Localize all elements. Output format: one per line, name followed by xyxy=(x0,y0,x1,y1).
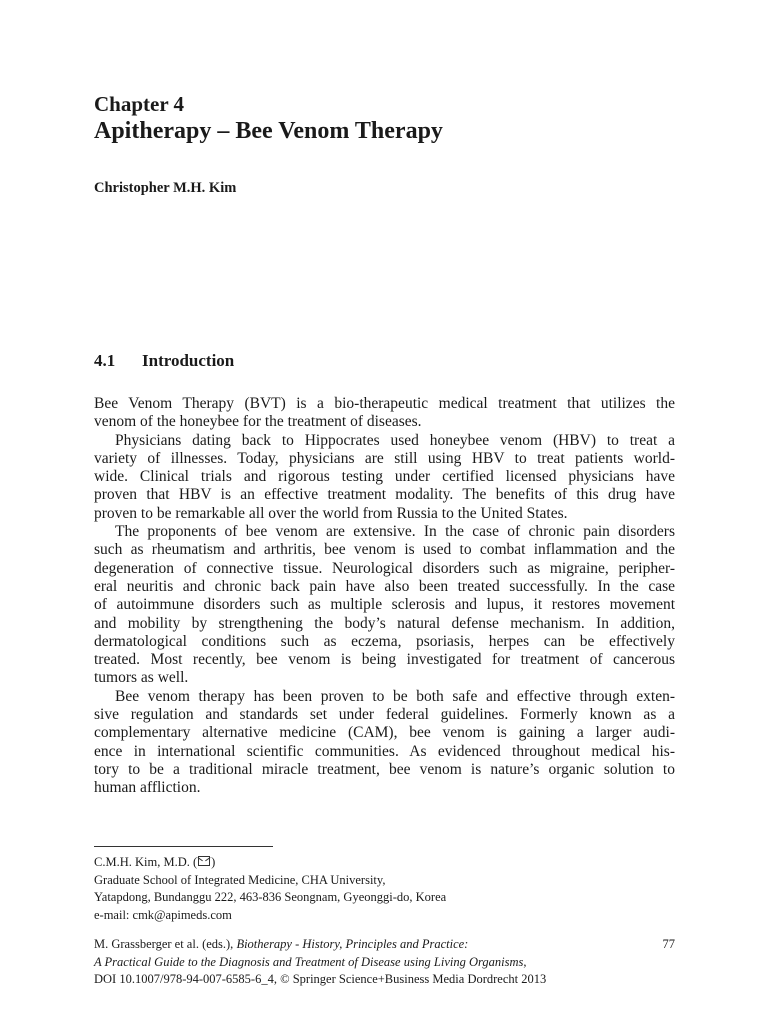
citation-subtitle-tail: , xyxy=(523,954,527,969)
section-heading xyxy=(94,351,234,371)
body-line: treated. Most recently, bee venom is being investigated for treatment of cancerous xyxy=(94,651,675,669)
body-line: Physicians dating back to Hippocrates used honeybee venom (HBV) to treat a xyxy=(115,431,675,449)
body-line: degeneration of connective tissue. Neurological disorders such as migraine, peripher- xyxy=(94,559,675,577)
chapter-title: Apitherapy – Bee Venom Therapy xyxy=(94,118,443,144)
body-line: Bee Venom Therapy (BVT) is a bio-therapeutic medical treatment that utilizes the xyxy=(94,395,675,412)
body-line: proven that HBV is an effective treatment modality. The benefits of this drug have xyxy=(94,486,675,504)
footnote-divider xyxy=(94,846,273,847)
body-line: wide. Clinical trials and rigorous testing under certified licensed physicians have xyxy=(94,468,675,486)
chapter-label: Chapter 4 xyxy=(94,92,185,116)
footnote-name: C.M.H. Kim, M.D. ( xyxy=(94,855,198,869)
body-line: such as rheumatism and arthritis, bee venom is used to combat inflammation and the xyxy=(94,541,675,559)
mail-icon xyxy=(198,856,210,866)
citation-line-2 xyxy=(94,954,675,972)
body-line: human affliction. xyxy=(94,779,201,797)
body-line: dermatological conditions such as eczema, psoriasis, herpes can be effectively xyxy=(94,632,675,650)
body-line: The proponents of bee venom are extensive. In the case of chronic pain disorders xyxy=(115,523,675,541)
citation-doi: DOI 10.1007/978-94-007-6585-6_4, © Springer Science+Business Media Dordrecht 2013 xyxy=(94,972,547,986)
body-text xyxy=(94,395,675,798)
body-line: sive regulation and standards set under federal guidelines. Formerly known as a xyxy=(94,706,675,724)
citation-book-title: Biotherapy - History, Principles and Practice: xyxy=(236,937,469,951)
body-line: complementary alternative medicine (CAM), bee venom is gaining a larger audi- xyxy=(94,724,675,742)
body-line: venom of the honeybee for the treatment of diseases. xyxy=(94,413,422,431)
citation-editors: M. Grassberger et al. (eds.), xyxy=(94,937,237,951)
citation-subtitle: A Practical Guide to the Diagnosis and Treatment of Disease using Living Organisms xyxy=(94,954,524,969)
body-line: variety of illnesses. Today, physicians are still using HBV to treat patients world- xyxy=(94,449,675,467)
page-number: 77 xyxy=(662,937,675,951)
author-footnote xyxy=(94,854,675,924)
footnote-name-line xyxy=(94,854,675,872)
body-line: eral neuritis and chronic back pain have also been treated successfully. In the case xyxy=(94,577,675,595)
section-title: Introduction xyxy=(142,351,235,370)
footnote-address: Yatapdong, Bundanggu 222, 463-836 Seongnam, Gyeonggi-do, Korea xyxy=(94,890,447,904)
citation-line-1 xyxy=(94,936,675,954)
body-line: proven to be remarkable all over the world from Russia to the United States. xyxy=(94,504,568,522)
body-line: tumors as well. xyxy=(94,669,189,687)
body-line: ence in international scientific communities. As evidenced throughout medical his- xyxy=(94,742,675,760)
footnote-email: e-mail: cmk@apimeds.com xyxy=(94,907,232,922)
citation-block xyxy=(94,936,675,989)
author-name: Christopher M.H. Kim xyxy=(94,180,237,196)
section-number: 4.1 xyxy=(94,351,116,370)
body-line: tory to be a traditional miracle treatment, bee venom is nature’s organic solution to xyxy=(94,760,675,778)
footnote-name-close: ) xyxy=(211,855,216,869)
body-line: and mobility by strengthening the body’s natural defense mechanism. In addition, xyxy=(94,614,675,632)
body-line: of autoimmune disorders such as multiple sclerosis and lupus, it restores movement xyxy=(94,596,675,614)
body-line: Bee venom therapy has been proven to be both safe and effective through exten- xyxy=(115,687,675,705)
footnote-affiliation: Graduate School of Integrated Medicine, CHA University, xyxy=(94,872,386,887)
